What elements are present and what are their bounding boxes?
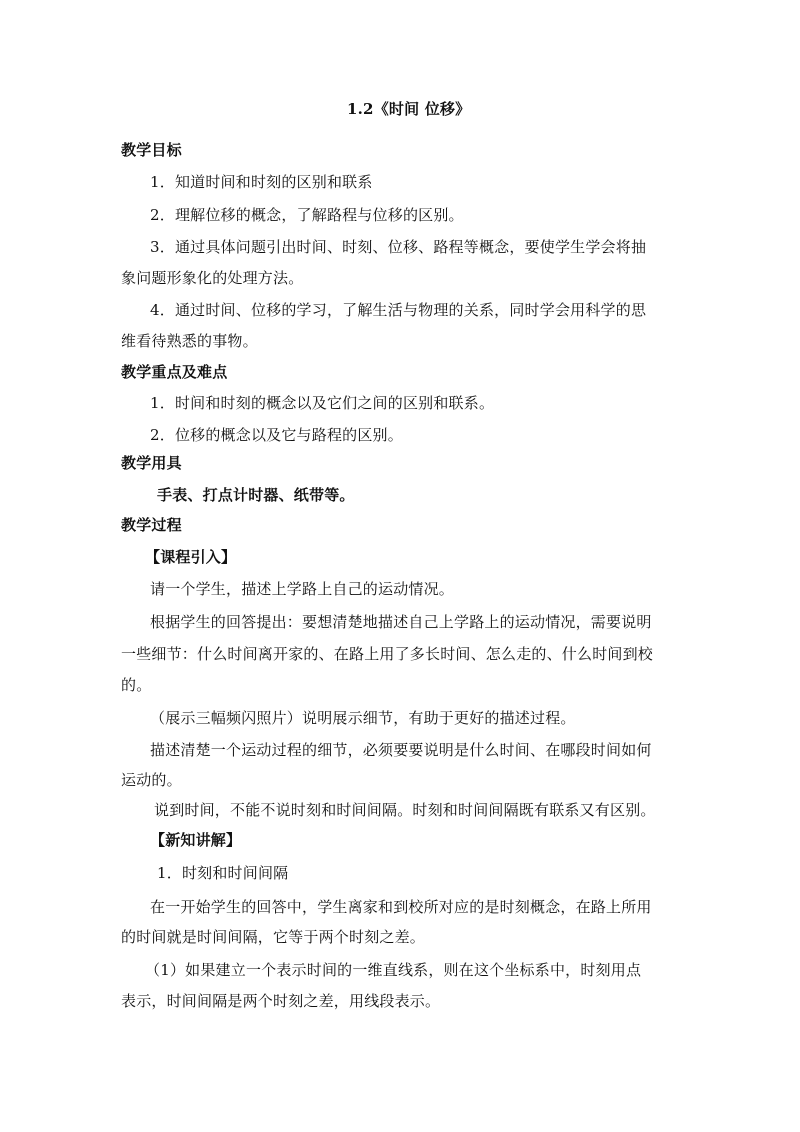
goal-item-2: 2．理解位移的概念，了解路程与位移的区别。 [150, 206, 464, 224]
goal-item-3-line-1: 3．通过具体问题引出时间、时刻、位移、路程等概念，要使学生学会将抽 [150, 238, 647, 256]
intro-paragraph-1: 请一个学生，描述上学路上自己的运动情况。 [150, 580, 455, 598]
section-1-paragraph-2-line-1: （1）如果建立一个表示时间的一维直线系，则在这个坐标系中，时刻用点 [145, 961, 642, 979]
process-heading: 教学过程 [121, 516, 182, 534]
tools-content: 手表、打点计时器、纸带等。 [157, 486, 355, 504]
key-point-item-1: 1．时间和时刻的概念以及它们之间的区别和联系。 [150, 394, 495, 412]
section-1-paragraph-1-line-1: 在一开始学生的回答中，学生离家和到校所对应的是时刻概念，在路上所用 [150, 898, 652, 916]
section-1-paragraph-2-line-2: 表示，时间间隔是两个时刻之差，用线段表示。 [121, 992, 441, 1010]
goal-item-3-line-2: 象问题形象化的处理方法。 [121, 269, 304, 287]
intro-paragraph-2-line-1: 根据学生的回答提出：要想清楚地描述自己上学路上的运动情况，需要说明 [150, 613, 652, 631]
goals-heading: 教学目标 [121, 141, 182, 159]
goal-item-4-line-1: 4．通过时间、位移的学习，了解生活与物理的关系，同时学会用科学的思 [150, 301, 647, 319]
key-points-heading: 教学重点及难点 [121, 363, 228, 381]
intro-paragraph-4-line-1: 描述清楚一个运动过程的细节，必须要要说明是什么时间、在哪段时间如何 [150, 741, 652, 759]
intro-paragraph-3: （展示三幅频闪照片）说明展示细节，有助于更好的描述过程。 [150, 709, 576, 727]
intro-paragraph-2-line-3: 的。 [121, 676, 152, 694]
intro-paragraph-5: 说到时间，不能不说时刻和时间间隔。时刻和时间间隔既有联系又有区别。 [154, 801, 656, 819]
section-1-title: 1．时刻和时间间隔 [157, 864, 289, 882]
new-knowledge-label: 【新知讲解】 [150, 831, 242, 849]
section-1-paragraph-1-line-2: 的时间就是时间间隔，它等于两个时刻之差。 [121, 928, 426, 946]
intro-label: 【课程引入】 [145, 548, 237, 566]
goal-item-1: 1．知道时间和时刻的区别和联系 [150, 173, 373, 191]
tools-heading: 教学用具 [121, 454, 182, 472]
key-point-item-2: 2．位移的概念以及它与路程的区别。 [150, 426, 403, 444]
intro-paragraph-2-line-2: 一些细节：什么时间离开家的、在路上用了多长时间、怎么走的、什么时间到校 [121, 645, 654, 663]
document-title: 1.2《时间 位移》 [347, 100, 471, 118]
goal-item-4-line-2: 维看待熟悉的事物。 [121, 332, 258, 350]
intro-paragraph-4-line-2: 运动的。 [121, 771, 182, 789]
